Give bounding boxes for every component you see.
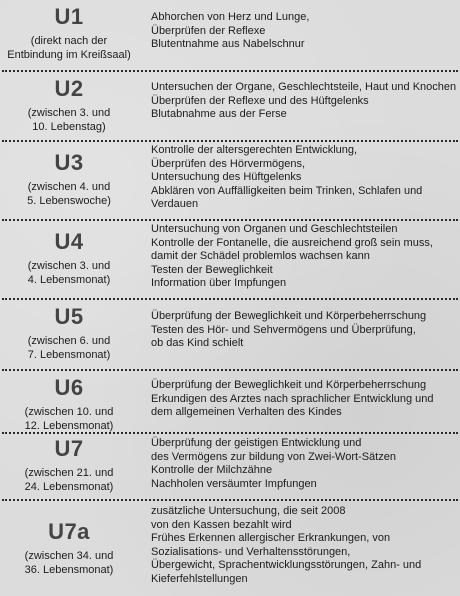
row-item: Kontrolle der Milchzähne — [151, 464, 273, 476]
row-item: von den Kassen bezahlt wird — [151, 518, 292, 531]
row-item: Abklären von Auffälligkeiten beim Trinken, Schlafen und — [151, 184, 423, 197]
row-code: U3 — [54, 150, 84, 175]
row-u7a — [0, 501, 460, 596]
row-details-u7a — [151, 505, 455, 586]
row-item: Verdauen — [151, 198, 199, 210]
row-timing-line: Entbindung im Kreißsaal) — [7, 49, 131, 61]
row-code: U6 — [54, 375, 84, 400]
row-code: U5 — [54, 304, 84, 329]
row-timing-line: 7. Lebensmonat) — [27, 349, 111, 361]
row-item: Überprüfen der Reflexe und des Hüftgelenks — [151, 94, 369, 107]
row-item: damit der Schädel problemlos wachsen kann — [151, 250, 370, 262]
row-item: Überprüfung der geistigen Entwicklung und — [151, 437, 362, 449]
row-item: Überprüfung der Beweglichkeit und Körperbeherrschung — [151, 310, 427, 322]
row-timing-line: 5. Lebenswoche) — [27, 195, 111, 207]
row-details-u3 — [151, 144, 455, 212]
row-item: Sozialisations- und Verhaltensstörungen, — [151, 545, 351, 558]
row-details-u7 — [151, 437, 455, 491]
row-item: Kontrolle der Fontanelle, die ausreichend groß sein muss, — [151, 236, 433, 249]
row-timing-line: (zwischen 3. und — [27, 107, 111, 119]
row-item: Überprüfung der Beweglichkeit und Körperbeherrschung — [151, 379, 427, 391]
row-item: Nachholen versäumter Impfungen — [151, 477, 317, 490]
row-timing-line: (direkt nach der — [30, 35, 108, 47]
row-timing-line: 4. Lebensmonat) — [27, 274, 111, 286]
row-item: Untersuchen der Organe, Geschlechtsteile, Haut und Knochen — [151, 81, 457, 93]
row-item: zusätzliche Untersuchung, die seit 2008 — [151, 505, 346, 517]
row-code: U1 — [54, 4, 84, 29]
row-item: Testen des Hör- und Sehvermögens und Überprüfung, — [151, 323, 416, 336]
row-label-u7a — [0, 501, 138, 596]
row-label-u4 — [0, 221, 138, 297]
row-u5 — [0, 300, 460, 368]
row-code: U7 — [54, 436, 84, 461]
row-label-u6 — [0, 371, 138, 437]
row-timing-line: (zwischen 4. und — [27, 181, 111, 193]
row-timing-line: 10. Lebenstag) — [32, 121, 106, 133]
row-item: Erkundigen des Arztes nach sprachlicher Entwicklung und — [151, 392, 434, 405]
row-u4 — [0, 221, 460, 297]
row-u6 — [0, 371, 460, 437]
row-u2 — [0, 72, 460, 138]
row-item: Übergewicht, Sprachentwicklungsstörungen, Zahn- und — [151, 559, 422, 571]
row-item: ob das Kind schielt — [151, 337, 244, 349]
row-code: U7a — [48, 519, 90, 544]
row-u7 — [0, 434, 460, 498]
row-item: Überprüfen der Reflexe — [151, 24, 266, 37]
row-details-u2 — [151, 81, 455, 122]
row-timing-line: (zwischen 21. und — [24, 467, 114, 479]
row-item: Frühes Erkennen allergischer Erkrankungen, von — [151, 532, 391, 544]
row-details-u6 — [151, 379, 455, 420]
row-item: Information über Impfungen — [151, 277, 287, 289]
row-details-u1 — [151, 11, 455, 52]
row-timing-line: (zwischen 34. und — [24, 550, 114, 562]
row-item: Abhorchen von Herz und Lunge, — [151, 11, 310, 23]
row-details-u5 — [151, 310, 455, 351]
row-item: Überprüfen des Hörvermögens, — [151, 157, 306, 170]
row-timing-line: 36. Lebensmonat) — [24, 564, 114, 576]
row-item: Testen der Beweglichkeit — [151, 263, 273, 276]
row-label-u3 — [0, 142, 138, 218]
row-u3 — [0, 142, 460, 218]
row-item: des Vermögens zur bildung von Zwei-Wort-Sätzen — [151, 450, 396, 463]
row-item: Kontrolle der altersgerechten Entwicklung, — [151, 144, 358, 156]
row-timing-line: (zwischen 6. und — [27, 335, 111, 347]
row-code: U4 — [54, 229, 84, 254]
row-item: dem allgemeinen Verhalten des Kindes — [151, 406, 342, 418]
row-label-u7 — [0, 434, 138, 498]
row-item: Untersuchung des Hüftgelenks — [151, 171, 302, 183]
row-details-u4 — [151, 223, 455, 291]
row-u1 — [0, 0, 460, 68]
row-item: Kieferfehlstellungen — [151, 572, 248, 585]
row-item: Blutentnahme aus Nabelschnur — [151, 38, 305, 50]
row-label-u2 — [0, 72, 138, 138]
row-code: U2 — [54, 76, 84, 101]
row-timing-line: (zwischen 3. und — [27, 260, 111, 272]
row-timing-line: 24. Lebensmonat) — [24, 481, 114, 493]
row-label-u5 — [0, 300, 138, 368]
row-timing-line: (zwischen 10. und — [24, 406, 114, 418]
row-timing-line: 12. Lebensmonat) — [24, 420, 114, 432]
row-item: Untersuchung von Organen und Geschlechtsteilen — [151, 223, 398, 235]
row-item: Blutabnahme aus der Ferse — [151, 108, 287, 120]
row-label-u1 — [0, 0, 138, 68]
